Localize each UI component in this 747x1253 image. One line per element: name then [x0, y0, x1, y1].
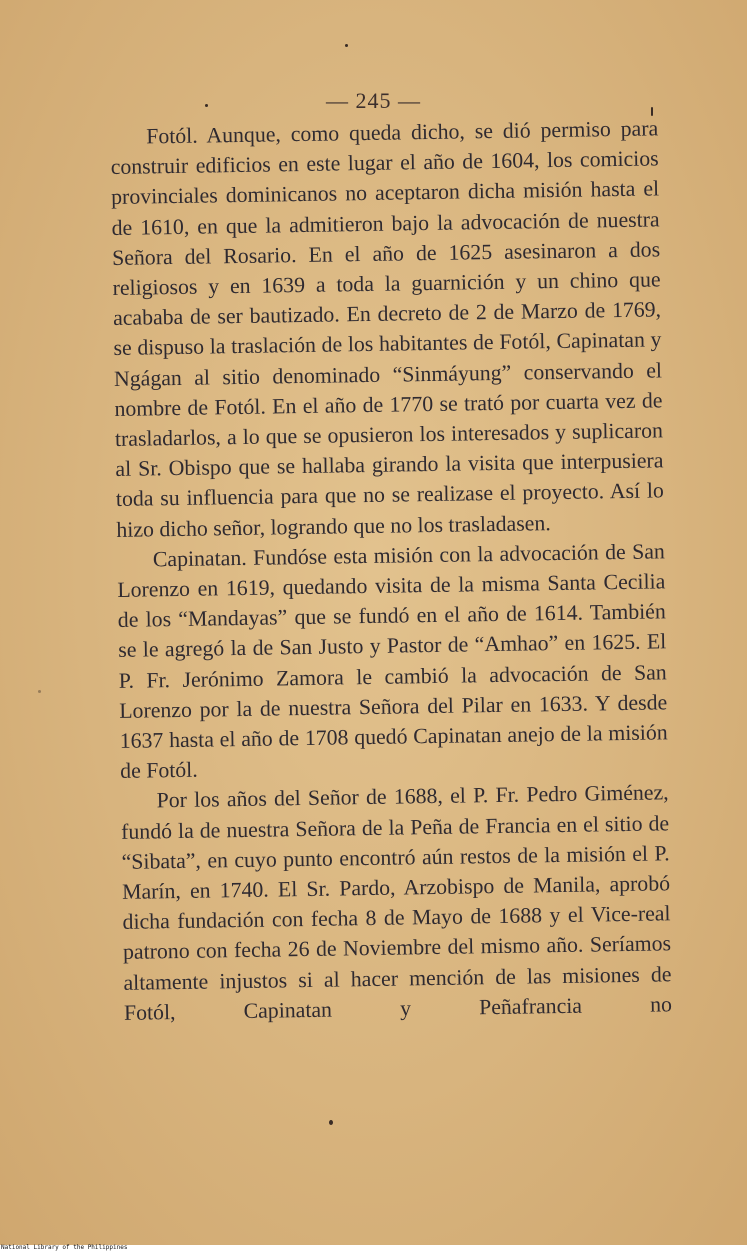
library-watermark: National Library of the Philippines	[1, 1244, 128, 1251]
ink-speck	[651, 107, 653, 116]
ink-speck	[329, 1120, 333, 1125]
page-body-text	[110, 113, 672, 1028]
page-number: — 245 —	[326, 88, 421, 113]
paragraph-fotol: Fotól. Aunque, como queda dicho, se dió permiso para construir edificios en este lugar el año de 1604, los comicios provinciales dominicanos no aceptaron dicha misión hasta el de 1610, en que la admitieron bajo la advocación de nuestra Señora del Rosario. En el año de 1625 asesinaron a dos religiosos y en 1639 a toda la guarnición y un chino que acababa de ser bautizado. En decreto de 2 de Marzo de 1769, se dispuso la traslación de los habitantes de Fotól, Capinatan y Ngágan al sitio denominado “Sinmáyung” conservando el nombre de Fotól. En el año de 1770 se trató por cuarta vez de trasladarlos, a lo que se opusieron los interesados y suplicaron al Sr. Obispo que se hallaba girando la visita que interpusiera toda su influencia para que no se realizase el proyecto. Así lo hizo dicho señor, logrando que no los trasladasen.	[110, 116, 665, 542]
ink-speck	[38, 690, 41, 693]
paragraph-penafrancia: Por los años del Señor de 1688, el P. Fr. Pedro Giménez, fundó la de nuestra Señora de la Peña de Francia en el sitio de “Sibata”, en cuyo punto encontró aún restos de la misión el P. Marín, en 1740. El Sr. Pardo, Arzobispo de Manila, aprobó dicha fundación con fecha 8 de Mayo de 1688 y el Vice-real patrono con fecha 26 de Noviembre del mismo año. Seríamos altamente injustos si al hacer mención de las misiones de Fotól, Capinatan y Peñafrancia no	[120, 780, 673, 1025]
paragraph-capinatan: Capinatan. Fundóse esta misión con la advocación de San Lorenzo en 1619, quedando visita de la misma Santa Cecilia de los “Mandayas” que se fundó en el año de 1614. También se le agregó la de San Justo y Pastor de “Amhao” en 1625. El P. Fr. Jerónimo Zamora le cambió la advocación de San Lorenzo por la de nuestra Señora del Pilar en 1633. Y desde 1637 hasta el año de 1708 quedó Capinatan anejo de la misión de Fotól.	[117, 539, 668, 784]
ink-speck	[345, 44, 348, 47]
ink-speck	[205, 104, 208, 107]
